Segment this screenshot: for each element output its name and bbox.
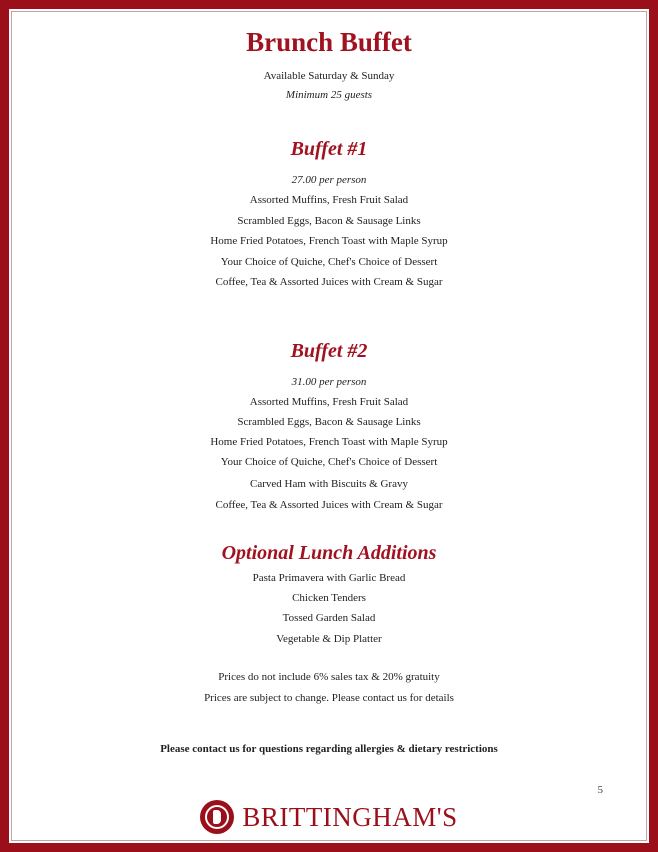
buffet-2-item: Assorted Muffins, Fresh Fruit Salad [249, 396, 409, 408]
buffet-1-price: 27.00 per person [291, 174, 367, 186]
buffet-2-item: Coffee, Tea & Assorted Juices with Cream & Sugar [215, 499, 443, 511]
buffet-2-price: 31.00 per person [291, 376, 367, 388]
brittinghams-logo [9, 797, 649, 837]
minimum-guests-note: Minimum 25 guests [285, 89, 373, 101]
buffet-2-item: Home Fried Potatoes, French Toast with Maple Syrup [210, 436, 448, 448]
buffet-2-item: Your Choice of Quiche, Chef's Choice of Dessert [220, 456, 438, 468]
optional-item: Vegetable & Dip Platter [276, 633, 382, 645]
buffet-1-heading: Buffet #1 [290, 138, 368, 160]
buffet-1-item: Coffee, Tea & Assorted Juices with Cream & Sugar [215, 276, 443, 288]
optional-item: Tossed Garden Salad [282, 612, 376, 624]
pricing-note: Prices are subject to change. Please contact us for details [204, 692, 454, 704]
logo-seal-icon [200, 800, 234, 834]
logo-wordmark: BRITTINGHAM'S [242, 802, 458, 832]
buffet-1-item: Home Fried Potatoes, French Toast with Maple Syrup [210, 235, 448, 247]
page-title: Brunch Buffet [246, 27, 412, 57]
optional-additions-heading: Optional Lunch Additions [221, 542, 437, 564]
buffet-1-item: Scrambled Eggs, Bacon & Sausage Links [237, 215, 421, 227]
optional-item: Chicken Tenders [292, 592, 366, 604]
availability-note: Available Saturday & Sunday [263, 70, 395, 82]
buffet-1-item: Assorted Muffins, Fresh Fruit Salad [249, 194, 409, 206]
pricing-note: Prices do not include 6% sales tax & 20% gratuity [218, 671, 440, 683]
buffet-2-item: Carved Ham with Biscuits & Gravy [250, 478, 408, 490]
allergy-note: Please contact us for questions regarding allergies & dietary restrictions [160, 743, 498, 755]
menu-page [9, 9, 649, 843]
page-number: 5 [597, 784, 603, 796]
optional-item: Pasta Primavera with Garlic Bread [252, 572, 406, 584]
buffet-2-heading: Buffet #2 [290, 340, 368, 362]
buffet-1-item: Your Choice of Quiche, Chef's Choice of Dessert [220, 256, 438, 268]
buffet-2-item: Scrambled Eggs, Bacon & Sausage Links [237, 416, 421, 428]
